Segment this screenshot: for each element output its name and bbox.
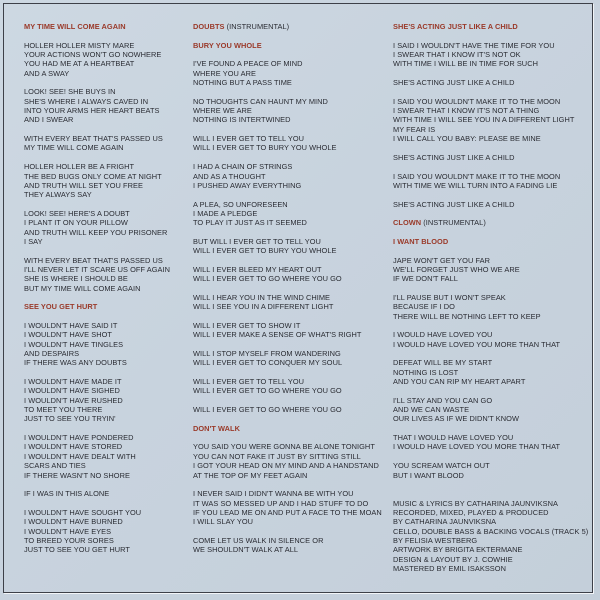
- lyric-line: I SWEAR THAT I KNOW IT'S NOT A THING: [393, 106, 540, 116]
- song-block: [193, 22, 388, 31]
- song-title: [393, 22, 593, 31]
- lyric-line: AND TRUTH WILL KEEP YOU PRISONER: [24, 227, 168, 237]
- song-title-note: (INSTRUMENTAL): [421, 218, 486, 228]
- song-block: [393, 237, 593, 480]
- lyrics-stanza: [24, 433, 189, 480]
- lyric-line: I WOULD HAVE LOVED YOU MORE THAN THAT: [393, 442, 561, 452]
- lyric-line: LOOK! SEE! SHE BUYS IN: [24, 87, 116, 97]
- lyric-line: SHE IS WHERE I SHOULD BE: [24, 274, 128, 284]
- lyrics-stanza: [24, 162, 189, 199]
- lyric-line: I WOULDN'T HAVE MADE IT: [24, 377, 122, 387]
- column-left: [24, 22, 189, 564]
- lyric-line: THERE WILL BE NOTHING LEFT TO KEEP: [393, 311, 541, 321]
- lyric-line: AND WE CAN WASTE: [393, 405, 470, 415]
- lyric-line: I WOULDN'T HAVE RUSHED: [24, 395, 123, 405]
- lyrics-stanza: [193, 200, 388, 228]
- credit-line: BY FELISIA WESTBERG: [393, 535, 478, 545]
- lyric-line: WILL I EVER GET TO TELL YOU: [193, 377, 305, 387]
- lyric-line: I WOULD HAVE LOVED YOU: [393, 330, 493, 340]
- lyric-line: TO PLAY IT JUST AS IT SEEMED: [193, 218, 307, 228]
- lyric-line: JAPE WON'T GET YOU FAR: [393, 255, 490, 265]
- lyric-line: JUST TO SEE YOU GET HURT: [24, 545, 130, 555]
- lyrics-stanza: [393, 256, 593, 284]
- lyric-line: I'LL NEVER LET IT SCARE US OFF AGAIN: [24, 264, 170, 274]
- lyric-line: I WOULDN'T HAVE EYES: [24, 526, 112, 536]
- lyrics-stanza: [393, 78, 593, 87]
- lyrics-stanza: [193, 489, 388, 526]
- lyrics-stanza: [193, 265, 388, 284]
- lyric-line: SHE'S ACTING JUST LIKE A CHILD: [393, 78, 515, 88]
- lyric-line: WILL I EVER GET TO SHOW IT: [193, 321, 301, 330]
- lyric-line: AND I SWEAR: [24, 115, 74, 125]
- lyrics-stanza: [24, 489, 189, 498]
- song-title-note: (INSTRUMENTAL): [224, 22, 290, 31]
- credit-line: DESIGN & LAYOUT BY J. COWHIE: [393, 554, 513, 564]
- lyric-line: YOU HAD ME AT A HEARTBEAT: [24, 59, 135, 69]
- lyric-line: I SAID YOU WOULDN'T MAKE IT TO THE MOON: [393, 171, 561, 181]
- lyrics-stanza: [24, 87, 189, 124]
- lyric-line: NOTHING BUT A PASS TIME: [193, 78, 292, 88]
- lyric-line: I WOULDN'T HAVE BURNED: [24, 517, 123, 527]
- lyric-line: WILL I HEAR YOU IN THE WIND CHIME: [193, 292, 331, 302]
- lyric-line: AND YOU CAN RIP MY HEART APART: [393, 377, 526, 387]
- lyric-line: I WOULDN'T HAVE SIGHED: [24, 386, 120, 396]
- lyric-line: WITH EVERY BEAT THAT'S PASSED US: [24, 134, 163, 144]
- lyrics-stanza: [193, 237, 388, 256]
- column-middle: [193, 22, 388, 564]
- song-block: [393, 218, 593, 227]
- song-title: [193, 424, 388, 433]
- lyrics-stanza: [193, 405, 388, 414]
- song-title-text: DOUBTS: [193, 22, 225, 31]
- album-credits: [393, 499, 593, 574]
- lyric-line: WILL I EVER GET TO GO WHERE YOU GO: [193, 405, 342, 415]
- lyrics-stanza: [193, 349, 388, 368]
- lyrics-stanza: [24, 508, 189, 555]
- lyric-line: INTO YOUR ARMS HER HEART BEATS: [24, 106, 160, 116]
- lyric-line: I WILL CALL YOU BABY: PLEASE BE MINE: [393, 134, 541, 144]
- lyric-line: WITH EVERY BEAT THAT'S PASSED US: [24, 255, 163, 265]
- song-block: [393, 22, 593, 209]
- lyrics-stanza: [393, 97, 593, 144]
- lyric-line: I WOULDN'T HAVE SAID IT: [24, 321, 118, 330]
- lyric-line: I NEVER SAID I DIDN'T WANNA BE WITH YOU: [193, 489, 354, 499]
- lyric-line: I SAID I WOULDN'T HAVE THE TIME FOR YOU: [393, 40, 555, 50]
- lyric-line: WILL I EVER GET TO BURY YOU WHOLE: [193, 143, 337, 153]
- lyric-line: I WOULDN'T HAVE STORED: [24, 442, 123, 452]
- lyric-line: SCARS AND TIES: [24, 461, 86, 471]
- lyric-line: IF I WAS IN THIS ALONE: [24, 489, 110, 499]
- lyric-line: I SAID YOU WOULDN'T MAKE IT TO THE MOON: [393, 96, 561, 106]
- lyric-line: I PUSHED AWAY EVERYTHING: [193, 180, 302, 190]
- lyric-line: WILL I EVER GET TO GO WHERE YOU GO: [193, 386, 342, 396]
- lyric-line: HOLLER HOLLER MISTY MARE: [24, 40, 135, 50]
- lyrics-stanza: [193, 536, 388, 555]
- lyric-line: IF THERE WAS ANY DOUBTS: [24, 358, 127, 368]
- lyrics-stanza: [24, 256, 189, 293]
- lyric-line: I SWEAR THAT I KNOW IT'S NOT OK: [393, 50, 521, 60]
- credit-line: ARTWORK BY BRIGITA EKTERMANE: [393, 545, 523, 555]
- lyric-line: I WOULDN'T HAVE PONDERED: [24, 433, 134, 443]
- lyric-line: WILL I SEE YOU IN A DIFFERENT LIGHT: [193, 302, 334, 312]
- lyrics-stanza: [24, 321, 189, 368]
- lyrics-stanza: [193, 59, 388, 87]
- lyric-line: BUT WILL I EVER GET TO TELL YOU: [193, 236, 321, 246]
- lyric-line: WILL I EVER BLEED MY HEART OUT: [193, 264, 322, 274]
- lyric-line: WITH TIME I WILL BE IN TIME FOR SUCH: [393, 59, 538, 69]
- lyric-line: SHE'S WHERE I ALWAYS CAVED IN: [24, 96, 149, 106]
- lyric-line: I WOULDN'T HAVE DEALT WITH: [24, 451, 136, 461]
- lyric-line: WILL I STOP MYSELF FROM WANDERING: [193, 349, 341, 359]
- lyric-line: AND DESPAIRS: [24, 349, 80, 359]
- lyrics-stanza: [24, 41, 189, 78]
- lyric-line: I'LL STAY AND YOU CAN GO: [393, 395, 493, 405]
- credit-line: MASTERED BY EMIL ISAKSSON: [393, 563, 506, 573]
- lyrics-stanza: [393, 293, 593, 321]
- lyric-line: NOTHING IS INTERTWINED: [193, 115, 291, 125]
- song-title: [193, 22, 388, 31]
- lyric-line: I WOULDN'T HAVE SOUGHT YOU: [24, 507, 142, 517]
- lyrics-stanza: [193, 293, 388, 312]
- lyric-line: AND AS A THOUGHT: [193, 171, 266, 181]
- lyric-line: A PLEA, SO UNFORESEEN: [193, 199, 288, 209]
- lyric-line: IT WAS SO MESSED UP AND I HAD STUFF TO DO: [193, 498, 369, 508]
- lyric-line: WITH TIME WE WILL TURN INTO A FADING LIE: [393, 180, 558, 190]
- lyric-line: THEY ALWAYS SAY: [24, 190, 92, 200]
- lyrics-stanza: [24, 209, 189, 246]
- lyrics-stanza: [393, 396, 593, 424]
- lyric-line: OUR LIVES AS IF WE DIDN'T KNOW: [393, 414, 519, 424]
- song-title: [393, 237, 593, 246]
- lyric-line: WILL I EVER MAKE A SENSE OF WHAT'S RIGHT: [193, 330, 362, 340]
- song-title-text: SEE YOU GET HURT: [24, 302, 98, 312]
- lyrics-stanza: [193, 134, 388, 153]
- lyrics-stanza: [393, 358, 593, 386]
- song-title-text: DON'T WALK: [193, 423, 241, 433]
- lyric-line: JUST TO SEE YOU TRYIN': [24, 414, 116, 424]
- lyrics-stanza: [393, 41, 593, 69]
- song-title-text: CLOWN: [393, 218, 422, 228]
- lyric-line: AND A SWAY: [24, 68, 70, 78]
- lyric-line: I HAD A CHAIN OF STRINGS: [193, 162, 293, 172]
- lyric-line: WE SHOULDN'T WALK AT ALL: [193, 545, 299, 555]
- lyrics-stanza: [393, 200, 593, 209]
- song-block: [24, 22, 189, 293]
- credit-line: RECORDED, MIXED, PLAYED & PRODUCED: [393, 507, 549, 517]
- credit-line: MUSIC & LYRICS BY CATHARINA JAUNVIKSNA: [393, 498, 558, 508]
- lyric-line: AT THE TOP OF MY FEET AGAIN: [193, 470, 308, 480]
- lyrics-stanza: [393, 461, 593, 480]
- lyric-line: TO MEET YOU THERE: [24, 405, 103, 415]
- lyric-line: HOLLER HOLLER BE A FRIGHT: [24, 162, 135, 172]
- lyric-line: MY FEAR IS: [393, 124, 436, 134]
- lyric-line: BECAUSE IF I DO: [393, 302, 455, 312]
- song-title-text: SHE'S ACTING JUST LIKE A CHILD: [393, 22, 518, 31]
- lyric-line: NOTHING IS LOST: [393, 367, 459, 377]
- credit-line: BY CATHARINA JAUNVIKSNA: [393, 517, 497, 527]
- song-title: [24, 302, 189, 311]
- lyric-line: I WILL SLAY YOU: [193, 517, 254, 527]
- lyric-line: WHERE YOU ARE: [193, 68, 256, 78]
- lyric-line: I WOULDN'T HAVE TINGLES: [24, 339, 124, 349]
- lyric-line: I PLANT IT ON YOUR PILLOW: [24, 218, 128, 228]
- lyrics-stanza: [24, 377, 189, 424]
- lyric-line: YOUR ACTIONS WON'T GO NOWHERE: [24, 50, 162, 60]
- lyric-line: THE BED BUGS ONLY COME AT NIGHT: [24, 171, 162, 181]
- lyric-line: SHE'S ACTING JUST LIKE A CHILD: [393, 199, 515, 209]
- song-block: [193, 424, 388, 555]
- lyric-line: I MADE A PLEDGE: [193, 208, 258, 218]
- lyric-line: WHERE WE ARE: [193, 106, 252, 116]
- lyrics-stanza: [193, 442, 388, 479]
- lyrics-stanza: [193, 321, 388, 340]
- lyric-line: I WOULD HAVE LOVED YOU MORE THAN THAT: [393, 339, 561, 349]
- lyrics-stanza: [393, 330, 593, 349]
- lyric-line: WITH TIME I WILL SEE YOU IN A DIFFERENT LIGHT: [393, 115, 575, 125]
- lyric-line: BUT MY TIME WILL COME AGAIN: [24, 283, 141, 293]
- song-title: [24, 22, 189, 31]
- lyric-line: WILL I EVER GET TO TELL YOU: [193, 134, 305, 144]
- lyrics-stanza: [393, 433, 593, 452]
- lyric-line: LOOK! SEE! HERE'S A DOUBT: [24, 208, 130, 218]
- credit-line: CELLO, DOUBLE BASS & BACKING VOCALS (TRACK 5): [393, 526, 589, 536]
- lyrics-stanza: [193, 162, 388, 190]
- lyric-line: SHE'S ACTING JUST LIKE A CHILD: [393, 152, 515, 162]
- song-block: [24, 302, 189, 554]
- lyric-line: NO THOUGHTS CAN HAUNT MY MIND: [193, 96, 328, 106]
- lyric-line: I'VE FOUND A PEACE OF MIND: [193, 59, 303, 69]
- column-right: [393, 22, 593, 573]
- song-block: [193, 41, 388, 415]
- lyrics-stanza: [193, 377, 388, 396]
- lyric-line: I'LL PAUSE BUT I WON'T SPEAK: [393, 292, 506, 302]
- lyric-line: IF WE DON'T FALL: [393, 274, 458, 284]
- lyric-line: DEFEAT WILL BE MY START: [393, 358, 493, 368]
- lyric-line: I WOULDN'T HAVE SHOT: [24, 330, 112, 340]
- lyrics-stanza: [24, 134, 189, 153]
- lyric-line: WILL I EVER GET TO CONQUER MY SOUL: [193, 358, 343, 368]
- lyric-line: BUT I WANT BLOOD: [393, 470, 464, 480]
- lyric-line: WE'LL FORGET JUST WHO WE ARE: [393, 264, 520, 274]
- song-title: [393, 218, 593, 227]
- lyrics-stanza: [393, 153, 593, 162]
- lyric-line: IF YOU LEAD ME ON AND PUT A FACE TO THE MOAN: [193, 507, 382, 517]
- lyric-line: I GOT YOUR HEAD ON MY MIND AND A HANDSTAND: [193, 461, 379, 471]
- lyric-line: AND TRUTH WILL SET YOU FREE: [24, 180, 143, 190]
- lyric-line: TO BREED YOUR SORES: [24, 535, 114, 545]
- song-title-text: MY TIME WILL COME AGAIN: [24, 22, 126, 31]
- lyric-line: YOU SCREAM WATCH OUT: [393, 461, 490, 471]
- lyric-line: WILL I EVER GET TO GO WHERE YOU GO: [193, 274, 342, 284]
- song-title-text: BURY YOU WHOLE: [193, 40, 262, 50]
- lyric-line: MY TIME WILL COME AGAIN: [24, 143, 124, 153]
- lyric-line: IF THERE WASN'T NO SHORE: [24, 470, 130, 480]
- lyrics-stanza: [193, 97, 388, 125]
- lyric-line: I SAY: [24, 236, 43, 246]
- lyrics-stanza: [393, 172, 593, 191]
- lyric-line: WILL I EVER GET TO BURY YOU WHOLE: [193, 246, 337, 256]
- lyric-line: YOU CAN NOT FAKE IT JUST BY SITTING STILL: [193, 451, 361, 461]
- lyric-line: YOU SAID YOU WERE GONNA BE ALONE TONIGHT: [193, 442, 375, 452]
- song-title-text: I WANT BLOOD: [393, 236, 449, 246]
- lyric-line: COME LET US WALK IN SILENCE OR: [193, 535, 324, 545]
- lyric-line: THAT I WOULD HAVE LOVED YOU: [393, 433, 514, 443]
- song-title: [193, 41, 388, 50]
